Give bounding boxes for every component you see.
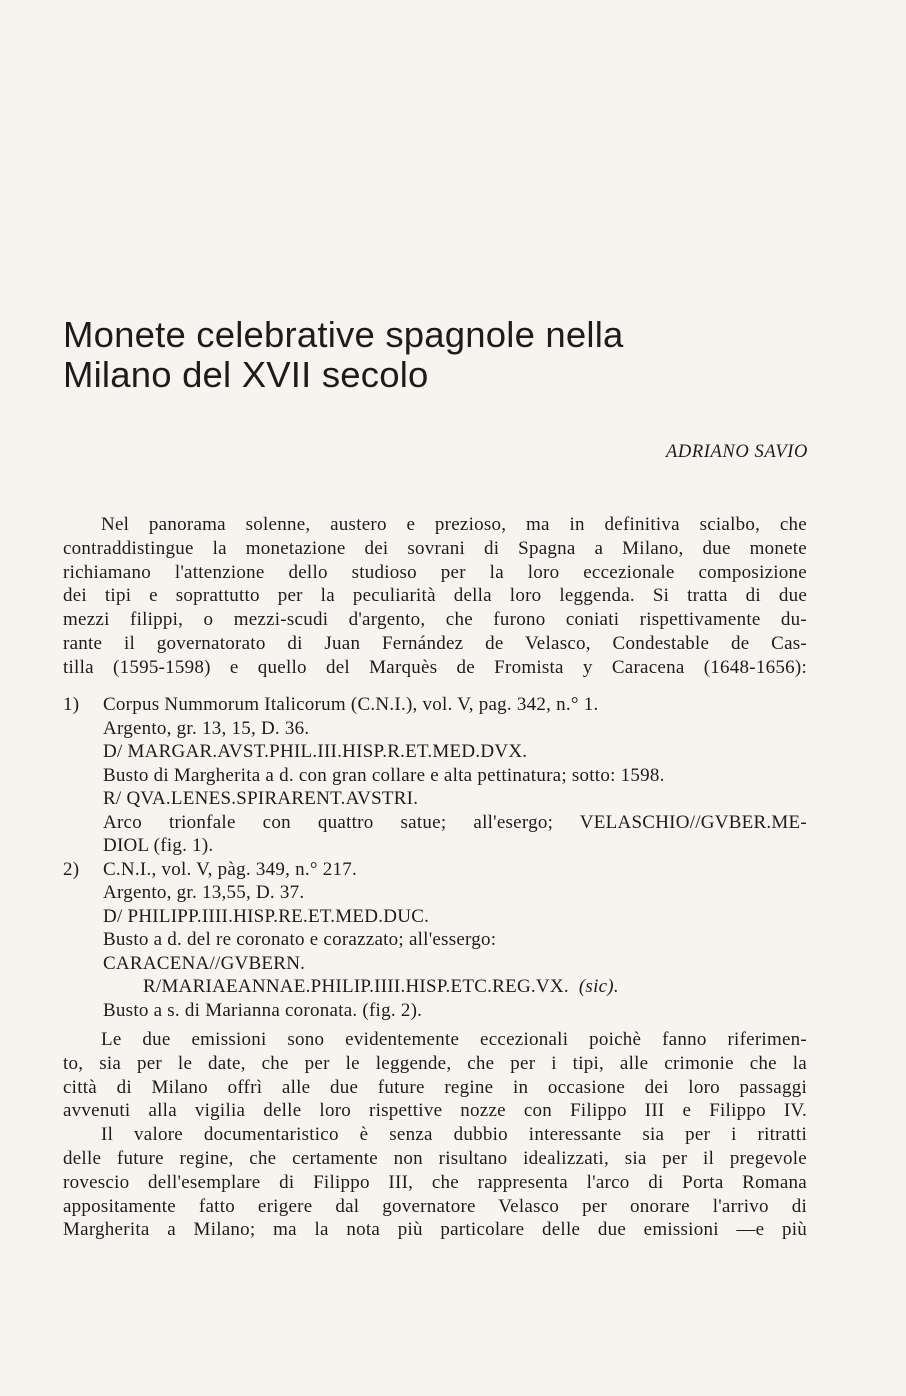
- entry-line: Busto a d. del re coronato e corazzato; all'essergo:: [103, 929, 497, 950]
- text-line: Le due emissioni sono evidentemente eccezionali poichè fanno riferimen-: [101, 1029, 807, 1050]
- text-line: rante il governatorato di Juan Fernández de Velasco, Condestable de Cas-: [63, 632, 807, 654]
- text-line: dei tipi e soprattutto per la peculiarità della loro leggenda. Si tratta di due: [63, 585, 807, 607]
- entry-line: Busto a s. di Marianna coronata. (fig. 2).: [103, 999, 423, 1021]
- entry-line: C.N.I., vol. V, pàg. 349, n.° 217.: [103, 858, 357, 880]
- text-line: to, sia per le date, che per le leggende, che per i tipi, alle crimonie che la: [63, 1052, 807, 1074]
- text-line: contraddistingue la monetazione dei sovrani di Spagna a Milano, due monete: [63, 537, 807, 559]
- entry-line: Busto di Margherita a d. con gran collare e alta pettinatura; sotto: 1598.: [103, 764, 665, 786]
- body-paragraphs: [63, 1028, 807, 1242]
- coin-entry-1: [63, 693, 807, 858]
- entry-body: [103, 858, 807, 1023]
- entry-line: Corpus Nummorum Italicorum (C.N.I.), vol. V, pag. 342, n.° 1.: [103, 694, 599, 715]
- coin-list: [63, 693, 807, 1022]
- entry-number: 2): [63, 858, 80, 880]
- entry-line: Argento, gr. 13, 15, D. 36.: [103, 717, 310, 739]
- title-line-2: Milano del XVII secolo: [63, 354, 429, 395]
- sic-note: (sic).: [578, 976, 619, 997]
- title-line-1: Monete celebrative spagnole nella: [63, 314, 624, 355]
- text-line: mezzi filippi, o mezzi-scudi d'argento, che furono coniati rispettivamente du-: [63, 609, 807, 631]
- legend-text: R/MARIAEANNAE.PHILIP.IIII.HISP.ETC.REG.VX.: [143, 976, 569, 997]
- entry-number: 1): [63, 694, 80, 715]
- text-line: Nel panorama solenne, austero e prezioso, ma in definitiva scialbo, che: [101, 514, 807, 535]
- author-name: ADRIANO SAVIO: [666, 442, 808, 462]
- entry-line: Arco trionfale con quattro satue; all'esergo; VELASCHIO//GVBER.ME-: [103, 811, 807, 833]
- intro-paragraph: [63, 513, 807, 680]
- entry-line: D/ MARGAR.AVST.PHIL.III.HISP.R.ET.MED.DVX.: [103, 741, 528, 762]
- entry-body: [103, 693, 807, 858]
- coin-entry-2: [63, 858, 807, 1023]
- article-title: [63, 315, 624, 395]
- text-line: avvenuti alla vigilia delle loro rispettive nozze con Filippo III e Filippo IV.: [63, 1100, 807, 1122]
- entry-line: D/ PHILIPP.IIII.HISP.RE.ET.MED.DUC.: [103, 905, 430, 927]
- entry-line: CARACENA//GVBERN.: [103, 952, 306, 974]
- entry-line: [103, 975, 807, 999]
- text-line: Margherita a Milano; ma la nota più particolare delle due emissioni —e più: [63, 1219, 807, 1241]
- text-line: appositamente fatto erigere dal governatore Velasco per onorare l'arrivo di: [63, 1195, 807, 1217]
- entry-line: R/ QVA.LENES.SPIRARENT.AVSTRI.: [103, 788, 419, 809]
- entry-line: Argento, gr. 13,55, D. 37.: [103, 882, 305, 903]
- entry-line: DIOL (fig. 1).: [103, 835, 214, 856]
- text-line: richiamano l'attenzione dello studioso per la loro eccezionale composizione: [63, 561, 807, 583]
- text-line: rovescio dell'esemplare di Filippo III, che rappresenta l'arco di Porta Romana: [63, 1171, 807, 1193]
- text-line: città di Milano offrì alle due future regine in occasione dei loro passaggi: [63, 1076, 807, 1098]
- text-line: Il valore documentaristico è senza dubbio interessante sia per i ritratti: [101, 1124, 807, 1146]
- text-line: tilla (1595-1598) e quello del Marquès de Fromista y Caracena (1648-1656):: [63, 656, 807, 678]
- text-line: delle future regine, che certamente non risultano idealizzati, sia per il pregevole: [63, 1147, 807, 1169]
